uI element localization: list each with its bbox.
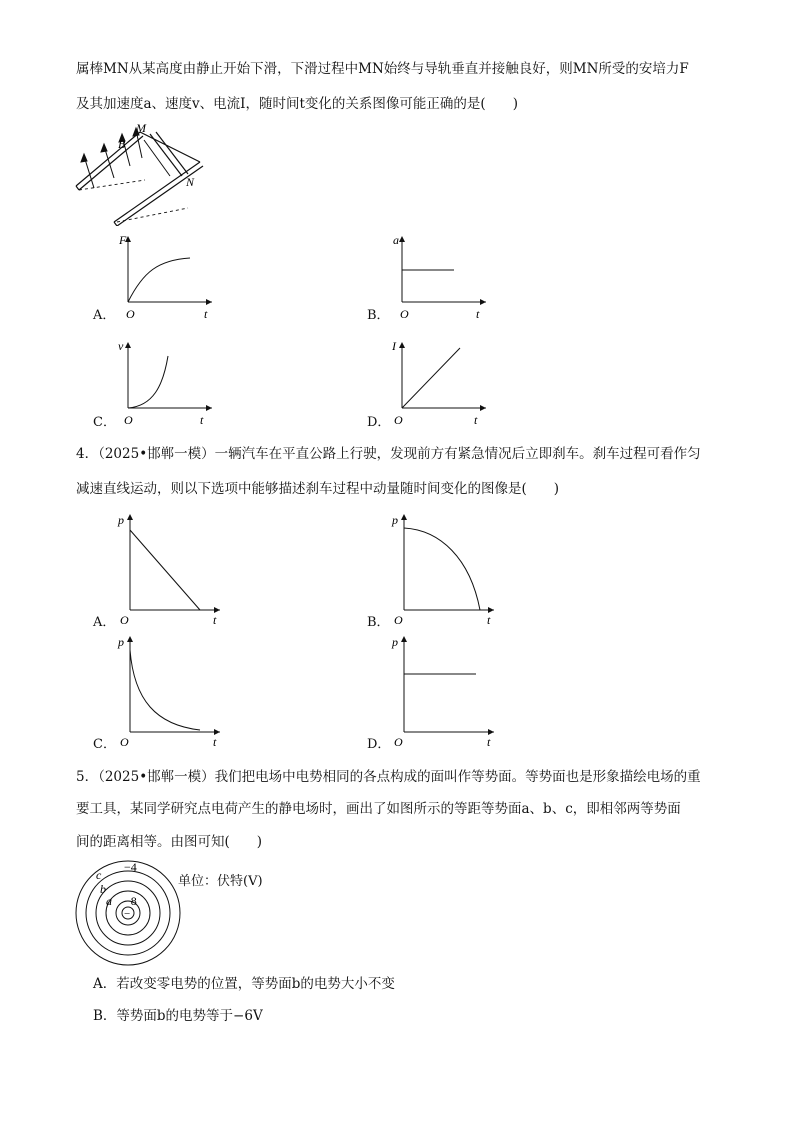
- q5-text-line1: 5．（2025•邯郸一模）我们把电场中电势相同的各点构成的面叫作等势面。等势面也是形象描绘电场的重: [76, 769, 701, 785]
- origin-label: O: [126, 307, 135, 320]
- q4-graph-a: [116, 508, 228, 626]
- axis-x-label: t: [474, 413, 478, 426]
- q5-text-line2: 要工具，某同学研究点电荷产生的静电场时，画出了如图所示的等距等势面a、b、c，即相邻两等势面: [76, 801, 681, 817]
- q3-text-line2: 及其加速度a、速度v、电流I，随时间t变化的关系图像可能正确的是( ): [76, 96, 518, 112]
- axis-y-label: a: [393, 233, 399, 247]
- label-M: M: [136, 121, 146, 135]
- origin-label: O: [120, 613, 129, 626]
- q3-option-a[interactable]: A．: [93, 308, 116, 323]
- axis-x-label: t: [204, 307, 208, 320]
- q5-text-line3: 间的距离相等。由图可知( ): [76, 834, 263, 850]
- q3-graph-d: [392, 336, 492, 426]
- q3-graph-b: [392, 230, 492, 320]
- axis-y-label: p: [392, 513, 398, 527]
- axis-x-label: t: [487, 735, 491, 748]
- q4-option-a[interactable]: A．: [93, 615, 116, 630]
- q4-graph-b: [390, 508, 502, 626]
- q4-graph-c: [116, 630, 228, 748]
- charge-sign: −: [124, 908, 131, 920]
- axis-x-label: t: [213, 735, 217, 748]
- q4-option-b[interactable]: B．: [367, 615, 390, 630]
- origin-label: O: [394, 613, 403, 626]
- axis-y-label: I: [392, 339, 396, 353]
- q3-option-b[interactable]: B．: [367, 308, 390, 323]
- q4-text-line1: 4．（2025•邯郸一模）一辆汽车在平直公路上行驶，发现前方有紧急情况后立即刹车。刹车过程可看作匀: [76, 446, 701, 462]
- q4-graph-d: [390, 630, 502, 748]
- q4-option-d[interactable]: D．: [367, 737, 391, 752]
- origin-label: O: [120, 735, 129, 748]
- q3-graph-c: [118, 336, 218, 426]
- axis-x-label: t: [476, 307, 480, 320]
- origin-label: O: [394, 413, 403, 426]
- origin-label: O: [394, 735, 403, 748]
- q5-option-b[interactable]: B．等势面b的电势等于−6V: [93, 1008, 263, 1024]
- axis-y-label: F: [119, 233, 127, 247]
- surface-c-label: c: [96, 868, 102, 882]
- surface-b-label: b: [100, 882, 106, 896]
- q3-rail-diagram: [70, 118, 210, 226]
- axis-x-label: t: [213, 613, 217, 626]
- surface-a-label: a: [106, 894, 112, 908]
- axis-x-label: t: [487, 613, 491, 626]
- potential-outer-label: −4: [124, 860, 137, 874]
- q3-text-line1: 属棒MN从某高度由静止开始下滑，下滑过程中MN始终与导轨垂直并接触良好，则MN所受的安培力F: [76, 61, 689, 77]
- potential-inner-label: −8: [124, 894, 137, 908]
- q5-unit-label: 单位：伏特(V): [178, 874, 263, 889]
- label-B: B: [118, 137, 126, 151]
- q4-option-c[interactable]: C．: [93, 737, 116, 752]
- axis-y-label: v: [118, 339, 124, 353]
- origin-label: O: [124, 413, 133, 426]
- axis-x-label: t: [200, 413, 204, 426]
- q3-graph-a: [118, 230, 218, 320]
- axis-y-label: p: [118, 635, 124, 649]
- label-N: N: [186, 175, 195, 189]
- q5-equipotential-diagram: [72, 857, 184, 969]
- q3-option-c[interactable]: C．: [93, 415, 116, 430]
- axis-y-label: p: [392, 635, 398, 649]
- axis-y-label: p: [118, 513, 124, 527]
- q5-option-a[interactable]: A．若改变零电势的位置，等势面b的电势大小不变: [93, 976, 395, 992]
- q3-option-d[interactable]: D．: [367, 415, 391, 430]
- q4-text-line2: 减速直线运动，则以下选项中能够描述刹车过程中动量随时间变化的图像是( ): [76, 481, 560, 497]
- origin-label: O: [400, 307, 409, 320]
